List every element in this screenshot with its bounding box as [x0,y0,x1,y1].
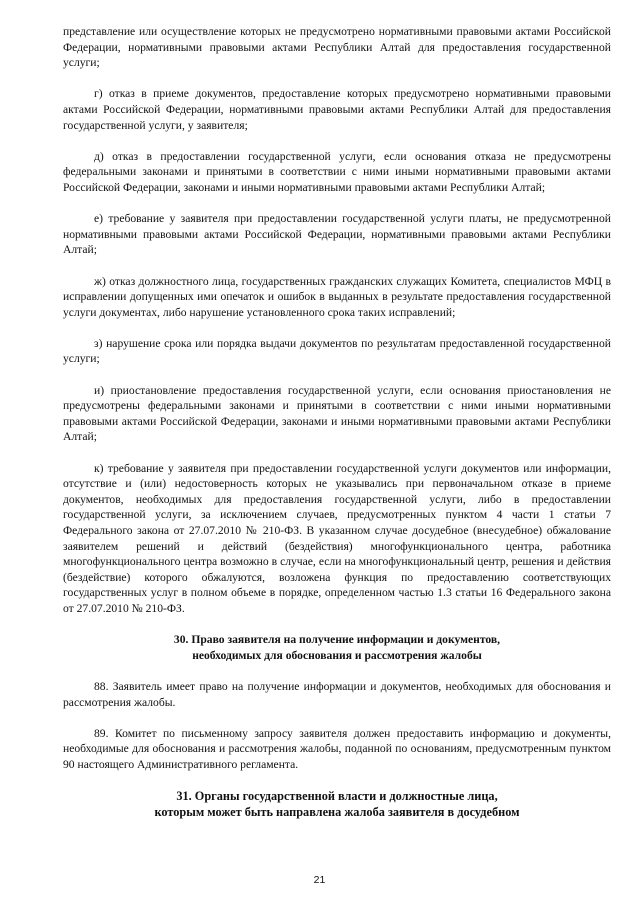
page-number: 21 [313,874,326,886]
paragraph-item-z: з) нарушение срока или порядка выдачи документов по результатам предоставленной государственной услуги; [63,336,611,366]
paragraph-item-zh: ж) отказ должностного лица, государственных гражданских служащих Комитета, специалистов МФЦ в исправлении допущенных ими опечаток и ошибок в выданных в результате предоставления государственной услуги документах, либо нарушение установленного срока таких исправлений; [63,274,611,319]
paragraph-item-d: д) отказ в предоставлении государственной услуги, если основания отказа не предусмотрены федеральными законами и принятыми в соответствии с ними иными нормативными правовыми актами Российской Федерации, законами и иными нормативными правовыми актами Республики Алтай; [63,149,611,194]
paragraph-88: 88. Заявитель имеет право на получение информации и документов, необходимых для обоснования и рассмотрения жалобы. [63,679,611,709]
paragraph-continuation: представление или осуществление которых не предусмотрено нормативными правовыми актами Российской Федерации, нормативными правовыми актами Республики Алтай для предоставления государственной услуги; [63,25,611,70]
section-30-heading-line-1: 30. Право заявителя на получение информации и документов, [173,633,501,647]
section-30-heading-line-2: необходимых для обоснования и рассмотрения жалобы [192,648,482,662]
section-31-heading-line-2: которым может быть направлена жалоба заявителя в досудебном [154,805,520,820]
section-31-heading-line-1: 31. Органы государственной власти и должностные лица, [176,789,498,804]
paragraph-item-g: г) отказ в приеме документов, предоставление которых предусмотрено нормативными правовыми актами Российской Федерации, нормативными правовыми актами Республики Алтай для предоставления государственной услуги, у заявителя; [63,87,611,132]
paragraph-item-k: к) требование у заявителя при предоставлении государственной услуги документов или информации, отсутствие и (или) недостоверность которых не указывались при первоначальном отказе в приеме документов, необходимых для предоставления государственной услуги, либо в предоставлении государственной услуги, за исключением случаев, предусмотренных пунктом 4 части 1 статьи 7 Федерального закона от 27.07.2010 № 210-ФЗ. В указанном случае досудебное (внесудебное) обжалование заявителем решений и действий (бездействия) многофункционального центра, работника многофункционального центра возможно в случае, если на многофункциональный центр, решения и действия (бездействие) которого обжалуются, возложена функция по предоставлению соответствующих государственных услуг в полном объеме в порядке, определенном частью 1.3 статьи 16 Федерального закона от 27.07.2010 № 210-ФЗ. [63,461,611,615]
paragraph-item-e: е) требование у заявителя при предоставлении государственной услуги платы, не предусмотренной нормативными правовыми актами Российской Федерации, нормативными правовыми актами Республики Алтай; [63,212,611,257]
paragraph-item-i: и) приостановление предоставления государственной услуги, если основания приостановления не предусмотрены федеральными законами и принятыми в соответствии с ними иными нормативными правовыми актами Российской Федерации, законами и иными нормативными правовыми актами Республики Алтай; [63,383,611,444]
paragraph-89: 89. Комитет по письменному запросу заявителя должен предоставить информацию и документы, необходимые для обоснования и рассмотрения жалобы, поданной по основаниям, предусмотренным пунктом 90 настоящего Административного регламента. [63,726,611,771]
